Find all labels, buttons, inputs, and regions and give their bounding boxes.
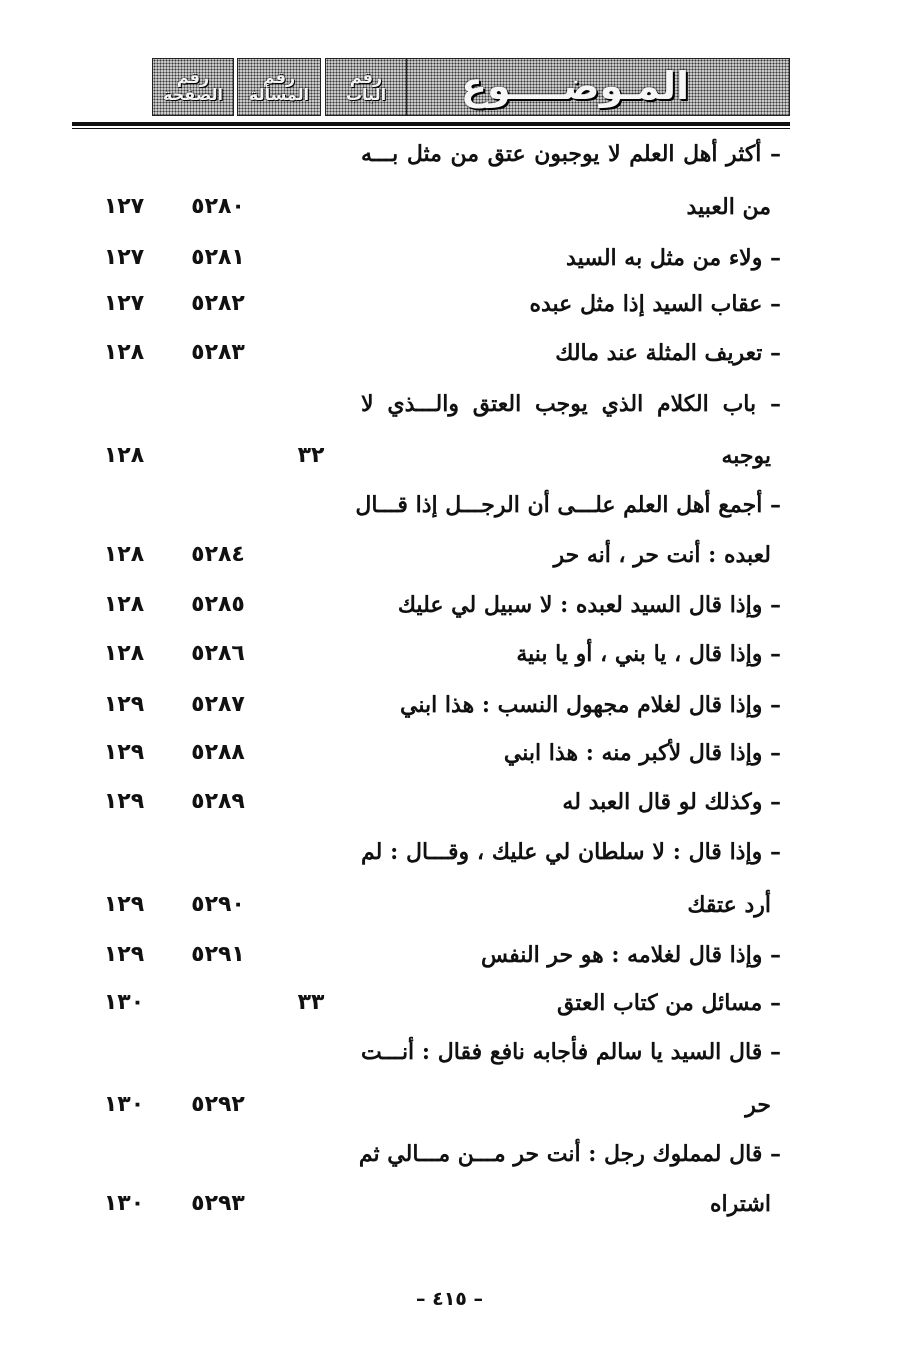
row-page-number: ١٢٧ — [103, 245, 145, 270]
row-page-number: ١٣٠ — [103, 1092, 145, 1117]
row-issue-number: ٥٢٨٨ — [191, 740, 245, 765]
row-subject: من العبيد — [686, 194, 771, 220]
index-row — [0, 983, 899, 1023]
header-issue-line2: المسألة — [248, 85, 310, 104]
index-row — [0, 1134, 899, 1174]
index-row — [0, 685, 899, 725]
index-row — [0, 634, 899, 674]
row-subject: – وكذلك لو قال العبد له — [562, 789, 781, 815]
row-page-number: ١٢٩ — [103, 892, 145, 917]
row-subject: – وإذا قال : لا سلطان لي عليك ، وقـــال : لم — [361, 839, 781, 865]
row-page-number: ١٢٨ — [103, 542, 145, 567]
index-row — [0, 187, 899, 227]
row-subject: – وإذا قال السيد لعبده : لا سبيل لي عليك — [397, 592, 781, 618]
index-row — [0, 585, 899, 625]
row-subject: – عقاب السيد إذا مثل عبده — [529, 291, 781, 317]
header-chapter-line1: رقم — [349, 68, 383, 88]
row-page-number: ١٢٨ — [103, 592, 145, 617]
row-page-number: ١٢٨ — [103, 340, 145, 365]
index-row — [0, 1085, 899, 1125]
index-row — [0, 1032, 899, 1072]
row-issue-number: ٥٢٨٤ — [191, 542, 245, 567]
header-page-line2: الصفحة — [163, 85, 224, 104]
row-subject: يوجبه — [721, 443, 771, 469]
header-chapter-number — [325, 58, 407, 116]
row-subject: – قال لمملوك رجل : أنت حر مـــن مـــالي ثم — [358, 1141, 781, 1167]
row-page-number: ١٢٧ — [103, 291, 145, 316]
row-subject: – تعريف المثلة عند مالك — [555, 340, 781, 366]
index-row — [0, 535, 899, 575]
header-rule-thick — [72, 122, 790, 126]
row-subject: اشتراه — [710, 1191, 771, 1217]
row-page-number: ١٢٩ — [103, 789, 145, 814]
row-page-number: ١٢٩ — [103, 942, 145, 967]
index-row — [0, 885, 899, 925]
header-page-number — [152, 58, 234, 116]
index-row — [0, 1184, 899, 1224]
row-subject: – وإذا قال لغلامه : هو حر النفس — [481, 942, 781, 968]
row-issue-number: ٥٢٩٣ — [191, 1191, 245, 1216]
row-subject: – أكثر أهل العلم لا يوجبون عتق من مثل بـــه — [361, 141, 781, 167]
row-page-number: ١٢٨ — [103, 443, 145, 468]
row-subject: – مسائل من كتاب العتق — [556, 990, 781, 1016]
row-issue-number: ٥٢٨٠ — [191, 194, 245, 219]
page-number: – ٤١٥ – — [415, 1288, 484, 1310]
index-row — [0, 485, 899, 525]
row-subject: – ولاء من مثل به السيد — [566, 245, 781, 271]
row-issue-number: ٥٢٨٣ — [191, 340, 245, 365]
row-subject: – وإذا قال لغلام مجهول النسب : هذا ابني — [400, 692, 781, 718]
row-chapter-number: ٣٢ — [297, 443, 325, 468]
row-subject: حر — [745, 1092, 771, 1118]
row-issue-number: ٥٢٩١ — [191, 942, 245, 967]
row-page-number: ١٢٩ — [103, 740, 145, 765]
row-issue-number: ٥٢٨٧ — [191, 692, 245, 717]
header-chapter-line2: الباب — [345, 85, 387, 104]
row-page-number: ١٢٩ — [103, 692, 145, 717]
header-issue-number — [237, 58, 321, 116]
header-issue-line1: رقم — [262, 68, 296, 88]
index-row — [0, 935, 899, 975]
index-row — [0, 436, 899, 476]
row-issue-number: ٥٢٩٠ — [191, 892, 245, 917]
row-chapter-number: ٣٣ — [297, 990, 325, 1015]
row-page-number: ١٢٧ — [103, 194, 145, 219]
row-subject: لعبده : أنت حر ، أنه حر — [553, 542, 771, 568]
row-subject: – باب الكلام الذي يوجب العتق والـــذي لا — [361, 391, 781, 417]
header-rule-thin — [72, 128, 790, 129]
header-subject — [360, 58, 790, 116]
table-header — [72, 58, 790, 120]
index-row — [0, 733, 899, 773]
index-row — [0, 782, 899, 822]
row-issue-number: ٥٢٨٢ — [191, 291, 245, 316]
header-page-line1: رقم — [176, 68, 210, 88]
row-page-number: ١٢٨ — [103, 641, 145, 666]
index-row — [0, 384, 899, 424]
index-row — [0, 832, 899, 872]
index-row — [0, 333, 899, 373]
row-issue-number: ٥٢٩٢ — [191, 1092, 245, 1117]
row-subject: – قال السيد يا سالم فأجابه نافع فقال : أنـــت — [361, 1039, 781, 1065]
index-row — [0, 238, 899, 278]
row-subject: أرد عتقك — [687, 892, 771, 918]
row-issue-number: ٥٢٨٥ — [191, 592, 245, 617]
header-subject-label: المـوضــــوع — [460, 64, 690, 109]
row-subject: – أجمع أهل العلم علـــى أن الرجـــل إذا قـــال — [355, 492, 781, 518]
row-issue-number: ٥٢٨٩ — [191, 789, 245, 814]
row-issue-number: ٥٢٨٦ — [191, 641, 245, 666]
row-subject: – وإذا قال لأكبر منه : هذا ابني — [503, 740, 781, 766]
row-page-number: ١٣٠ — [103, 1191, 145, 1216]
row-issue-number: ٥٢٨١ — [191, 245, 245, 270]
index-row — [0, 284, 899, 324]
row-page-number: ١٣٠ — [103, 990, 145, 1015]
index-row — [0, 134, 899, 174]
row-subject: – وإذا قال ، يا بني ، أو يا بنية — [516, 641, 781, 667]
